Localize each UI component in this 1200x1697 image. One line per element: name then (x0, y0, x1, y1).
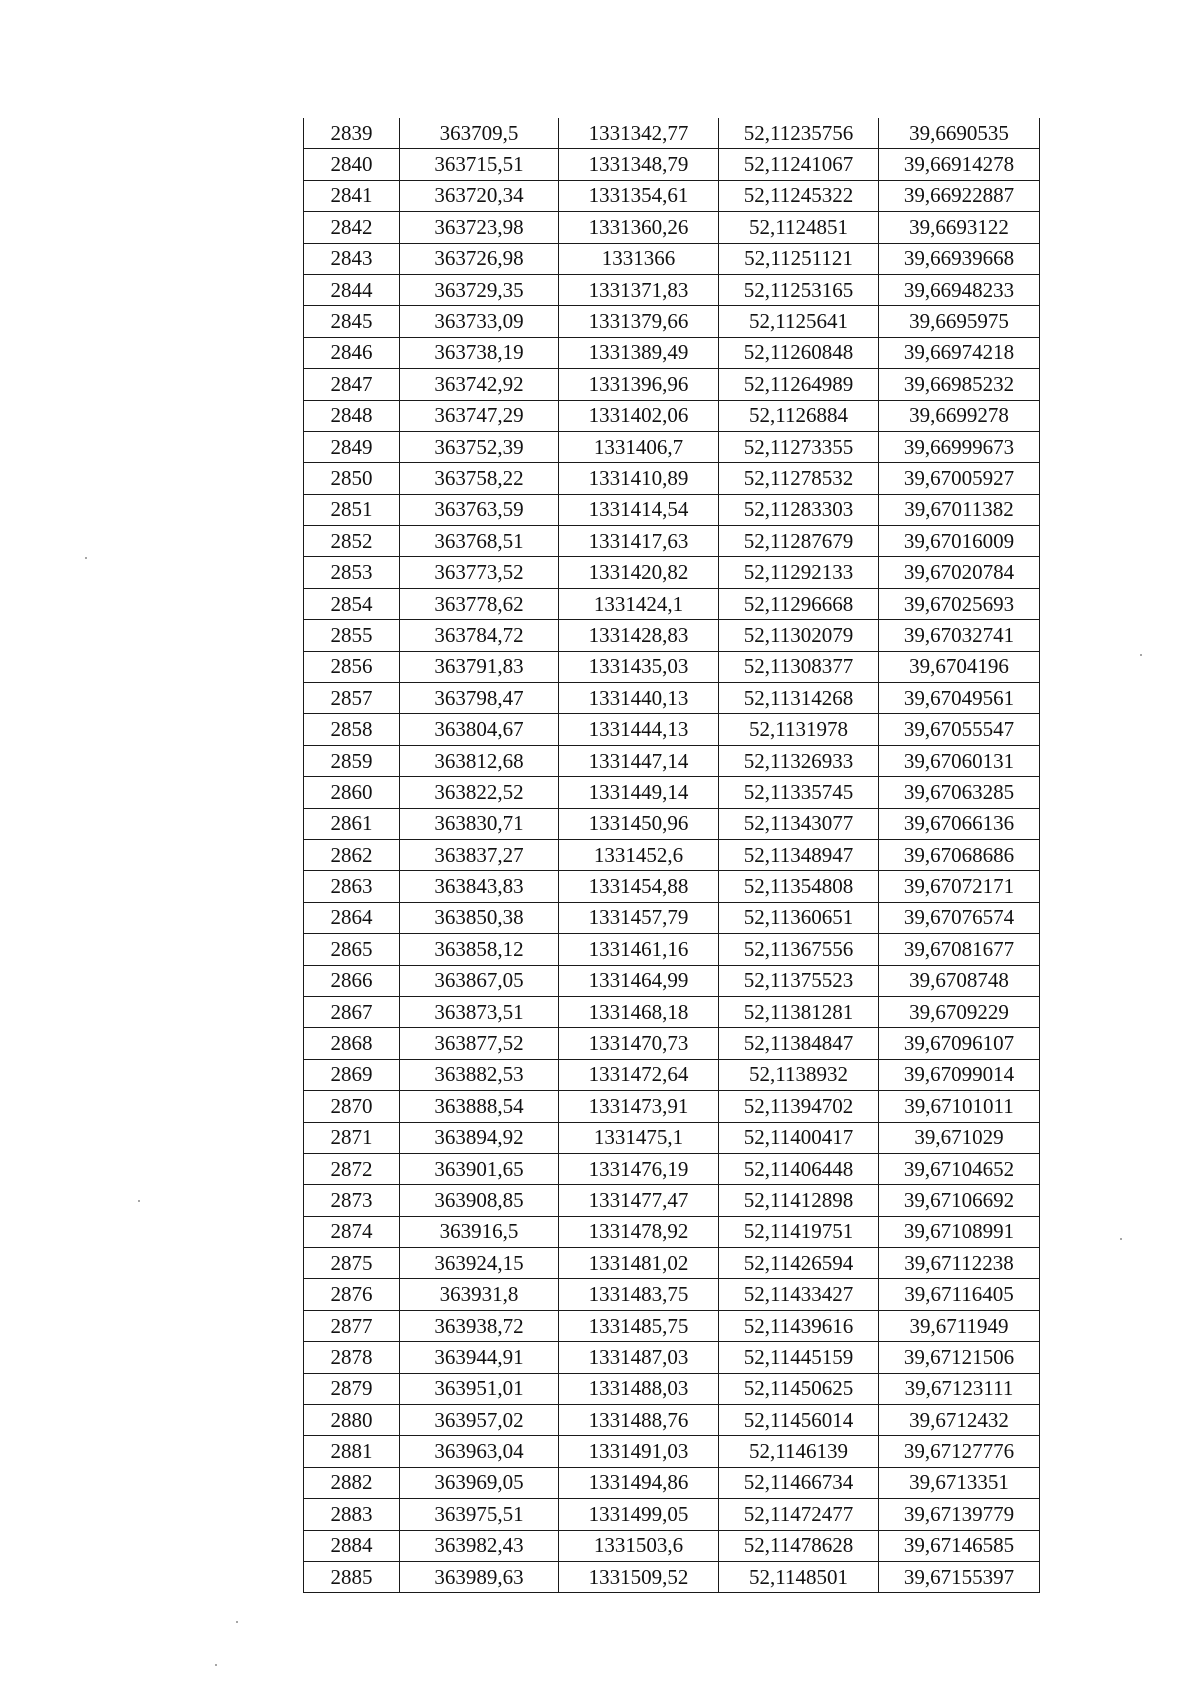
longitude-cell: 39,67068686 (879, 839, 1040, 870)
point-number-cell: 2873 (304, 1185, 400, 1216)
point-number-cell: 2841 (304, 180, 400, 211)
longitude-cell: 39,67020784 (879, 557, 1040, 588)
latitude-cell: 52,11412898 (719, 1185, 879, 1216)
x-coordinate-cell: 363975,51 (400, 1499, 559, 1530)
x-coordinate-cell: 363715,51 (400, 149, 559, 180)
y-coordinate-cell: 1331470,73 (559, 1028, 719, 1059)
longitude-cell: 39,66948233 (879, 274, 1040, 305)
y-coordinate-cell: 1331371,83 (559, 274, 719, 305)
point-number-cell: 2854 (304, 588, 400, 619)
table-row (304, 431, 1040, 462)
table-row (304, 1185, 1040, 1216)
y-coordinate-cell: 1331464,99 (559, 965, 719, 996)
table-row (304, 839, 1040, 870)
table-row (304, 369, 1040, 400)
table-row (304, 1279, 1040, 1310)
x-coordinate-cell: 363758,22 (400, 463, 559, 494)
point-number-cell: 2866 (304, 965, 400, 996)
y-coordinate-cell: 1331481,02 (559, 1248, 719, 1279)
latitude-cell: 52,11308377 (719, 651, 879, 682)
longitude-cell: 39,67016009 (879, 526, 1040, 557)
table-row (304, 274, 1040, 305)
y-coordinate-cell: 1331452,6 (559, 839, 719, 870)
longitude-cell: 39,67101011 (879, 1091, 1040, 1122)
latitude-cell: 52,11445159 (719, 1342, 879, 1373)
table-row (304, 1059, 1040, 1090)
table-row (304, 714, 1040, 745)
y-coordinate-cell: 1331447,14 (559, 745, 719, 776)
y-coordinate-cell: 1331410,89 (559, 463, 719, 494)
point-number-cell: 2879 (304, 1373, 400, 1404)
table-row (304, 1436, 1040, 1467)
table-row (304, 808, 1040, 839)
scan-speck (236, 1621, 238, 1623)
x-coordinate-cell: 363791,83 (400, 651, 559, 682)
latitude-cell: 52,11478628 (719, 1530, 879, 1561)
x-coordinate-cell: 363873,51 (400, 996, 559, 1027)
table-row (304, 1248, 1040, 1279)
table-row (304, 871, 1040, 902)
latitude-cell: 52,11253165 (719, 274, 879, 305)
y-coordinate-cell: 1331354,61 (559, 180, 719, 211)
point-number-cell: 2846 (304, 337, 400, 368)
point-number-cell: 2853 (304, 557, 400, 588)
table-row (304, 526, 1040, 557)
table-row (304, 934, 1040, 965)
latitude-cell: 52,11450625 (719, 1373, 879, 1404)
table-row (304, 494, 1040, 525)
x-coordinate-cell: 363867,05 (400, 965, 559, 996)
longitude-cell: 39,66939668 (879, 243, 1040, 274)
x-coordinate-cell: 363901,65 (400, 1153, 559, 1184)
point-number-cell: 2874 (304, 1216, 400, 1247)
y-coordinate-cell: 1331424,1 (559, 588, 719, 619)
y-coordinate-cell: 1331389,49 (559, 337, 719, 368)
x-coordinate-cell: 363944,91 (400, 1342, 559, 1373)
latitude-cell: 52,11251121 (719, 243, 879, 274)
x-coordinate-cell: 363888,54 (400, 1091, 559, 1122)
latitude-cell: 52,11433427 (719, 1279, 879, 1310)
table-row (304, 1122, 1040, 1153)
x-coordinate-cell: 363882,53 (400, 1059, 559, 1090)
latitude-cell: 52,11278532 (719, 463, 879, 494)
point-number-cell: 2875 (304, 1248, 400, 1279)
x-coordinate-cell: 363877,52 (400, 1028, 559, 1059)
table-row (304, 557, 1040, 588)
latitude-cell: 52,11343077 (719, 808, 879, 839)
x-coordinate-cell: 363957,02 (400, 1405, 559, 1436)
longitude-cell: 39,66985232 (879, 369, 1040, 400)
y-coordinate-cell: 1331499,05 (559, 1499, 719, 1530)
point-number-cell: 2872 (304, 1153, 400, 1184)
latitude-cell: 52,11456014 (719, 1405, 879, 1436)
latitude-cell: 52,11335745 (719, 777, 879, 808)
y-coordinate-cell: 1331476,19 (559, 1153, 719, 1184)
y-coordinate-cell: 1331454,88 (559, 871, 719, 902)
latitude-cell: 52,11287679 (719, 526, 879, 557)
latitude-cell: 52,11472477 (719, 1499, 879, 1530)
latitude-cell: 52,11394702 (719, 1091, 879, 1122)
point-number-cell: 2850 (304, 463, 400, 494)
longitude-cell: 39,6711949 (879, 1310, 1040, 1341)
x-coordinate-cell: 363804,67 (400, 714, 559, 745)
longitude-cell: 39,67146585 (879, 1530, 1040, 1561)
table-row (304, 1405, 1040, 1436)
x-coordinate-cell: 363924,15 (400, 1248, 559, 1279)
table-row (304, 1373, 1040, 1404)
longitude-cell: 39,67116405 (879, 1279, 1040, 1310)
coordinates-table-body (304, 118, 1040, 1593)
point-number-cell: 2851 (304, 494, 400, 525)
x-coordinate-cell: 363822,52 (400, 777, 559, 808)
longitude-cell: 39,67032741 (879, 620, 1040, 651)
longitude-cell: 39,67072171 (879, 871, 1040, 902)
longitude-cell: 39,671029 (879, 1122, 1040, 1153)
longitude-cell: 39,6693122 (879, 212, 1040, 243)
longitude-cell: 39,6713351 (879, 1467, 1040, 1498)
longitude-cell: 39,66999673 (879, 431, 1040, 462)
longitude-cell: 39,6709229 (879, 996, 1040, 1027)
longitude-cell: 39,67025693 (879, 588, 1040, 619)
latitude-cell: 52,11264989 (719, 369, 879, 400)
y-coordinate-cell: 1331491,03 (559, 1436, 719, 1467)
table-row (304, 965, 1040, 996)
x-coordinate-cell: 363908,85 (400, 1185, 559, 1216)
latitude-cell: 52,11241067 (719, 149, 879, 180)
latitude-cell: 52,11283303 (719, 494, 879, 525)
y-coordinate-cell: 1331360,26 (559, 212, 719, 243)
x-coordinate-cell: 363837,27 (400, 839, 559, 870)
latitude-cell: 52,11384847 (719, 1028, 879, 1059)
latitude-cell: 52,11260848 (719, 337, 879, 368)
table-row (304, 1467, 1040, 1498)
y-coordinate-cell: 1331503,6 (559, 1530, 719, 1561)
point-number-cell: 2843 (304, 243, 400, 274)
longitude-cell: 39,6712432 (879, 1405, 1040, 1436)
point-number-cell: 2885 (304, 1561, 400, 1592)
y-coordinate-cell: 1331449,14 (559, 777, 719, 808)
scan-speck (138, 1200, 140, 1202)
scan-speck (85, 557, 87, 559)
latitude-cell: 52,11326933 (719, 745, 879, 776)
longitude-cell: 39,67076574 (879, 902, 1040, 933)
latitude-cell: 52,1125641 (719, 306, 879, 337)
point-number-cell: 2861 (304, 808, 400, 839)
x-coordinate-cell: 363830,71 (400, 808, 559, 839)
coordinates-table (303, 118, 1040, 1593)
longitude-cell: 39,6708748 (879, 965, 1040, 996)
point-number-cell: 2857 (304, 683, 400, 714)
point-number-cell: 2839 (304, 118, 400, 149)
y-coordinate-cell: 1331478,92 (559, 1216, 719, 1247)
point-number-cell: 2852 (304, 526, 400, 557)
y-coordinate-cell: 1331428,83 (559, 620, 719, 651)
latitude-cell: 52,1148501 (719, 1561, 879, 1592)
longitude-cell: 39,67066136 (879, 808, 1040, 839)
longitude-cell: 39,6704196 (879, 651, 1040, 682)
point-number-cell: 2871 (304, 1122, 400, 1153)
x-coordinate-cell: 363931,8 (400, 1279, 559, 1310)
scan-speck (1140, 654, 1142, 656)
x-coordinate-cell: 363963,04 (400, 1436, 559, 1467)
table-row (304, 651, 1040, 682)
longitude-cell: 39,67049561 (879, 683, 1040, 714)
point-number-cell: 2855 (304, 620, 400, 651)
longitude-cell: 39,67112238 (879, 1248, 1040, 1279)
y-coordinate-cell: 1331366 (559, 243, 719, 274)
table-row (304, 902, 1040, 933)
y-coordinate-cell: 1331488,76 (559, 1405, 719, 1436)
x-coordinate-cell: 363738,19 (400, 337, 559, 368)
longitude-cell: 39,67011382 (879, 494, 1040, 525)
latitude-cell: 52,11296668 (719, 588, 879, 619)
longitude-cell: 39,6695975 (879, 306, 1040, 337)
x-coordinate-cell: 363747,29 (400, 400, 559, 431)
latitude-cell: 52,11400417 (719, 1122, 879, 1153)
latitude-cell: 52,11302079 (719, 620, 879, 651)
table-row (304, 996, 1040, 1027)
point-number-cell: 2876 (304, 1279, 400, 1310)
point-number-cell: 2870 (304, 1091, 400, 1122)
point-number-cell: 2862 (304, 839, 400, 870)
y-coordinate-cell: 1331406,7 (559, 431, 719, 462)
table-row (304, 337, 1040, 368)
x-coordinate-cell: 363951,01 (400, 1373, 559, 1404)
latitude-cell: 52,11381281 (719, 996, 879, 1027)
longitude-cell: 39,67099014 (879, 1059, 1040, 1090)
table-row (304, 306, 1040, 337)
y-coordinate-cell: 1331435,03 (559, 651, 719, 682)
x-coordinate-cell: 363982,43 (400, 1530, 559, 1561)
table-row (304, 1530, 1040, 1561)
point-number-cell: 2859 (304, 745, 400, 776)
table-row (304, 1153, 1040, 1184)
point-number-cell: 2847 (304, 369, 400, 400)
table-row (304, 1028, 1040, 1059)
table-row (304, 1216, 1040, 1247)
longitude-cell: 39,66974218 (879, 337, 1040, 368)
table-row (304, 620, 1040, 651)
x-coordinate-cell: 363812,68 (400, 745, 559, 776)
x-coordinate-cell: 363784,72 (400, 620, 559, 651)
longitude-cell: 39,67106692 (879, 1185, 1040, 1216)
x-coordinate-cell: 363742,92 (400, 369, 559, 400)
y-coordinate-cell: 1331473,91 (559, 1091, 719, 1122)
y-coordinate-cell: 1331414,54 (559, 494, 719, 525)
x-coordinate-cell: 363733,09 (400, 306, 559, 337)
point-number-cell: 2878 (304, 1342, 400, 1373)
latitude-cell: 52,11245322 (719, 180, 879, 211)
y-coordinate-cell: 1331494,86 (559, 1467, 719, 1498)
y-coordinate-cell: 1331396,96 (559, 369, 719, 400)
table-row (304, 777, 1040, 808)
x-coordinate-cell: 363916,5 (400, 1216, 559, 1247)
latitude-cell: 52,11367556 (719, 934, 879, 965)
point-number-cell: 2863 (304, 871, 400, 902)
longitude-cell: 39,67104652 (879, 1153, 1040, 1184)
y-coordinate-cell: 1331402,06 (559, 400, 719, 431)
table-row (304, 149, 1040, 180)
y-coordinate-cell: 1331444,13 (559, 714, 719, 745)
longitude-cell: 39,67123111 (879, 1373, 1040, 1404)
x-coordinate-cell: 363763,59 (400, 494, 559, 525)
latitude-cell: 52,11273355 (719, 431, 879, 462)
x-coordinate-cell: 363778,62 (400, 588, 559, 619)
y-coordinate-cell: 1331461,16 (559, 934, 719, 965)
table-row (304, 588, 1040, 619)
point-number-cell: 2858 (304, 714, 400, 745)
y-coordinate-cell: 1331477,47 (559, 1185, 719, 1216)
point-number-cell: 2865 (304, 934, 400, 965)
point-number-cell: 2877 (304, 1310, 400, 1341)
y-coordinate-cell: 1331475,1 (559, 1122, 719, 1153)
x-coordinate-cell: 363773,52 (400, 557, 559, 588)
table-row (304, 1342, 1040, 1373)
point-number-cell: 2883 (304, 1499, 400, 1530)
x-coordinate-cell: 363850,38 (400, 902, 559, 933)
latitude-cell: 52,11375523 (719, 965, 879, 996)
latitude-cell: 52,1126884 (719, 400, 879, 431)
table-row (304, 212, 1040, 243)
longitude-cell: 39,67005927 (879, 463, 1040, 494)
point-number-cell: 2856 (304, 651, 400, 682)
longitude-cell: 39,66914278 (879, 149, 1040, 180)
point-number-cell: 2864 (304, 902, 400, 933)
table-row (304, 118, 1040, 149)
latitude-cell: 52,1124851 (719, 212, 879, 243)
point-number-cell: 2840 (304, 149, 400, 180)
y-coordinate-cell: 1331509,52 (559, 1561, 719, 1592)
table-row (304, 1091, 1040, 1122)
longitude-cell: 39,66922887 (879, 180, 1040, 211)
x-coordinate-cell: 363938,72 (400, 1310, 559, 1341)
latitude-cell: 52,11466734 (719, 1467, 879, 1498)
scan-speck (1120, 1238, 1122, 1240)
x-coordinate-cell: 363843,83 (400, 871, 559, 902)
latitude-cell: 52,11348947 (719, 839, 879, 870)
point-number-cell: 2880 (304, 1405, 400, 1436)
longitude-cell: 39,67127776 (879, 1436, 1040, 1467)
x-coordinate-cell: 363720,34 (400, 180, 559, 211)
y-coordinate-cell: 1331485,75 (559, 1310, 719, 1341)
point-number-cell: 2884 (304, 1530, 400, 1561)
table-row (304, 1499, 1040, 1530)
latitude-cell: 52,11354808 (719, 871, 879, 902)
latitude-cell: 52,1146139 (719, 1436, 879, 1467)
latitude-cell: 52,1131978 (719, 714, 879, 745)
table-row (304, 1561, 1040, 1592)
x-coordinate-cell: 363969,05 (400, 1467, 559, 1498)
x-coordinate-cell: 363709,5 (400, 118, 559, 149)
scan-speck (215, 1664, 217, 1666)
y-coordinate-cell: 1331488,03 (559, 1373, 719, 1404)
longitude-cell: 39,67055547 (879, 714, 1040, 745)
longitude-cell: 39,67139779 (879, 1499, 1040, 1530)
table-row (304, 463, 1040, 494)
point-number-cell: 2882 (304, 1467, 400, 1498)
y-coordinate-cell: 1331379,66 (559, 306, 719, 337)
point-number-cell: 2869 (304, 1059, 400, 1090)
table-row (304, 180, 1040, 211)
latitude-cell: 52,11406448 (719, 1153, 879, 1184)
x-coordinate-cell: 363752,39 (400, 431, 559, 462)
x-coordinate-cell: 363894,92 (400, 1122, 559, 1153)
x-coordinate-cell: 363798,47 (400, 683, 559, 714)
point-number-cell: 2867 (304, 996, 400, 1027)
y-coordinate-cell: 1331483,75 (559, 1279, 719, 1310)
longitude-cell: 39,67096107 (879, 1028, 1040, 1059)
x-coordinate-cell: 363768,51 (400, 526, 559, 557)
latitude-cell: 52,11419751 (719, 1216, 879, 1247)
y-coordinate-cell: 1331450,96 (559, 808, 719, 839)
latitude-cell: 52,11314268 (719, 683, 879, 714)
table-row (304, 683, 1040, 714)
y-coordinate-cell: 1331472,64 (559, 1059, 719, 1090)
longitude-cell: 39,67108991 (879, 1216, 1040, 1247)
table-row (304, 1310, 1040, 1341)
y-coordinate-cell: 1331440,13 (559, 683, 719, 714)
y-coordinate-cell: 1331417,63 (559, 526, 719, 557)
longitude-cell: 39,6699278 (879, 400, 1040, 431)
y-coordinate-cell: 1331468,18 (559, 996, 719, 1027)
point-number-cell: 2849 (304, 431, 400, 462)
table-row (304, 745, 1040, 776)
point-number-cell: 2842 (304, 212, 400, 243)
x-coordinate-cell: 363858,12 (400, 934, 559, 965)
point-number-cell: 2860 (304, 777, 400, 808)
point-number-cell: 2844 (304, 274, 400, 305)
point-number-cell: 2881 (304, 1436, 400, 1467)
y-coordinate-cell: 1331420,82 (559, 557, 719, 588)
longitude-cell: 39,67081677 (879, 934, 1040, 965)
y-coordinate-cell: 1331348,79 (559, 149, 719, 180)
longitude-cell: 39,6690535 (879, 118, 1040, 149)
latitude-cell: 52,11235756 (719, 118, 879, 149)
y-coordinate-cell: 1331487,03 (559, 1342, 719, 1373)
x-coordinate-cell: 363726,98 (400, 243, 559, 274)
longitude-cell: 39,67060131 (879, 745, 1040, 776)
latitude-cell: 52,11426594 (719, 1248, 879, 1279)
table-row (304, 243, 1040, 274)
latitude-cell: 52,11439616 (719, 1310, 879, 1341)
table-row (304, 400, 1040, 431)
point-number-cell: 2845 (304, 306, 400, 337)
y-coordinate-cell: 1331342,77 (559, 118, 719, 149)
latitude-cell: 52,11360651 (719, 902, 879, 933)
latitude-cell: 52,11292133 (719, 557, 879, 588)
longitude-cell: 39,67155397 (879, 1561, 1040, 1592)
x-coordinate-cell: 363723,98 (400, 212, 559, 243)
x-coordinate-cell: 363729,35 (400, 274, 559, 305)
longitude-cell: 39,67121506 (879, 1342, 1040, 1373)
x-coordinate-cell: 363989,63 (400, 1561, 559, 1592)
latitude-cell: 52,1138932 (719, 1059, 879, 1090)
longitude-cell: 39,67063285 (879, 777, 1040, 808)
y-coordinate-cell: 1331457,79 (559, 902, 719, 933)
point-number-cell: 2848 (304, 400, 400, 431)
point-number-cell: 2868 (304, 1028, 400, 1059)
